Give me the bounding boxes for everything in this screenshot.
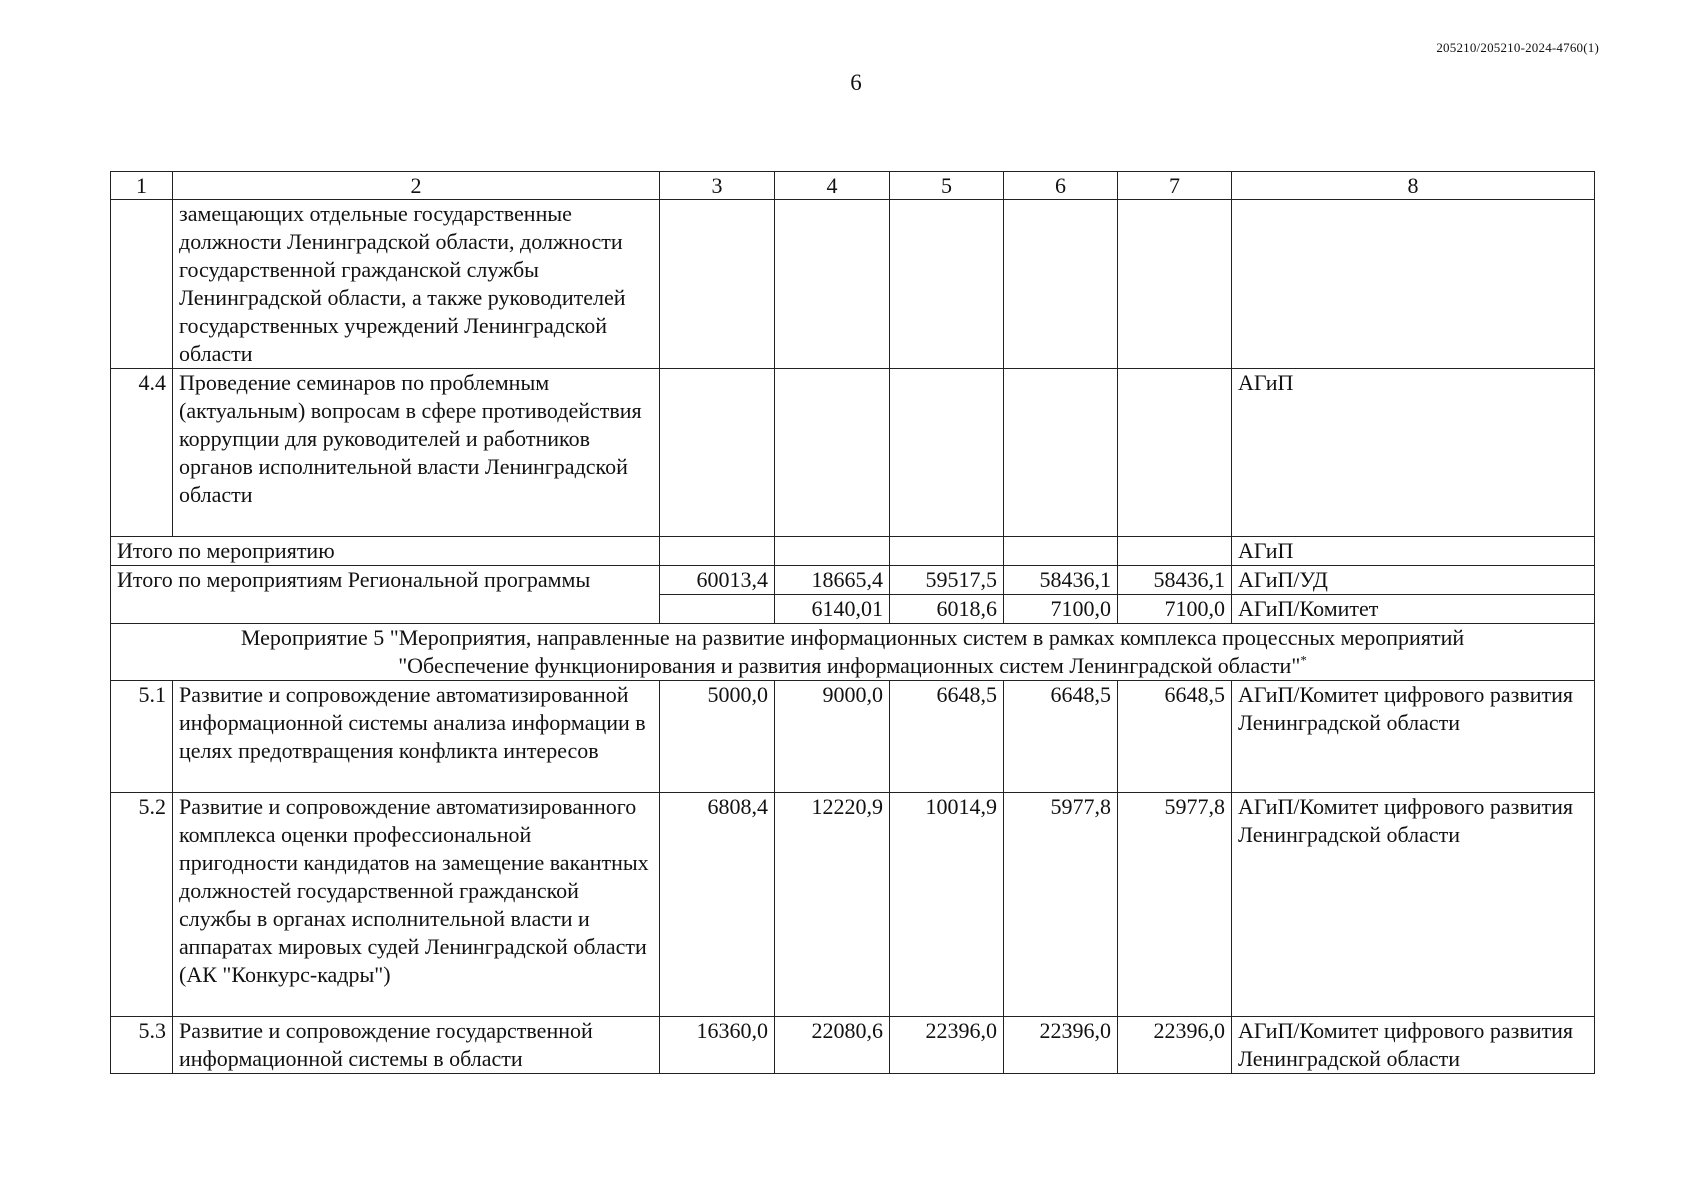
value-cell: 6648,5 [1004, 681, 1118, 793]
table-row-5-1 [111, 681, 1595, 793]
value-cell: 58436,1 [1004, 566, 1118, 595]
value-cell: 22396,0 [1004, 1017, 1118, 1074]
row-executor: АГиП/Комитет цифрового развития Ленинградской области [1232, 1017, 1595, 1074]
event5-title-line1: Мероприятие 5 "Мероприятия, направленные на развитие информационных систем в рамках комплекса процессных мероприятий [240, 625, 1465, 650]
event5-title [111, 624, 1595, 681]
row-executor: АГиП/Комитет цифрового развития Ленинградской области [1232, 681, 1595, 793]
header-cell: 8 [1232, 172, 1595, 200]
header-cell: 6 [1004, 172, 1118, 200]
value-cell: 6018,6 [890, 595, 1004, 624]
value-cell: 22396,0 [890, 1017, 1004, 1074]
row-text: Развитие и сопровождение автоматизированного комплекса оценки профессиональной пригодности кандидатов на замещение вакантных должностей государственной гражданской службы в органах исполнительной власти и аппаратах мировых судей Ленинградской области (АК "Конкурс-кадры") [173, 793, 660, 1017]
table-row-5-2 [111, 793, 1595, 1017]
table-row-4-4 [111, 369, 1595, 537]
document-id: 205210/205210-2024-4760(1) [1436, 40, 1599, 55]
value-cell: 5977,8 [1118, 793, 1232, 1017]
row-executor: АГиП/Комитет цифрового развития Ленинградской области [1232, 793, 1595, 1017]
value-cell: 9000,0 [775, 681, 890, 793]
value-cell: 5000,0 [660, 681, 775, 793]
value-cell: 7100,0 [1004, 595, 1118, 624]
value-cell [660, 595, 775, 624]
row-executor: АГиП [1232, 369, 1595, 537]
value-cell: 58436,1 [1118, 566, 1232, 595]
total-event-label: Итого по мероприятию [111, 537, 660, 566]
value-cell: 59517,5 [890, 566, 1004, 595]
value-cell: 6648,5 [1118, 681, 1232, 793]
value-cell: 16360,0 [660, 1017, 775, 1074]
header-cell: 2 [173, 172, 660, 200]
value-cell: 6808,4 [660, 793, 775, 1017]
footnote-mark: * [1300, 652, 1307, 668]
value-cell: 6140,01 [775, 595, 890, 624]
total-program-label: Итого по мероприятиям Региональной программы [111, 566, 660, 624]
value-cell: 22080,6 [775, 1017, 890, 1074]
row-text: замещающих отдельные государственные должности Ленинградской области, должности государственной гражданской службы Ленинградской области, а также руководителей государственных учреждений Ленинградской области [173, 200, 660, 369]
value-cell: 18665,4 [775, 566, 890, 595]
table-row-5-3 [111, 1017, 1595, 1074]
row-executor: АГиП/Комитет [1232, 595, 1595, 624]
page-number: 6 [850, 70, 862, 95]
row-text: Развитие и сопровождение государственной информационной системы в области [173, 1017, 660, 1074]
row-index: 5.3 [111, 1017, 173, 1074]
value-cell: 22396,0 [1118, 1017, 1232, 1074]
row-index: 5.1 [111, 681, 173, 793]
value-cell: 12220,9 [775, 793, 890, 1017]
row-text: Проведение семинаров по проблемным (актуальным) вопросам в сфере противодействия коррупции для руководителей и работников органов исполнительной власти Ленинградской области [173, 369, 660, 537]
header-cell: 1 [111, 172, 173, 200]
value-cell: 5977,8 [1004, 793, 1118, 1017]
value-cell: 6648,5 [890, 681, 1004, 793]
value-cell: 10014,9 [890, 793, 1004, 1017]
event5-title-line2: "Обеспечение функционирования и развития информационных систем Ленинградской области" [398, 653, 1301, 678]
header-cell: 4 [775, 172, 890, 200]
header-cell: 7 [1118, 172, 1232, 200]
header-cell: 5 [890, 172, 1004, 200]
row-text: Развитие и сопровождение автоматизированной информационной системы анализа информации в целях предотвращения конфликта интересов [173, 681, 660, 793]
value-cell: 7100,0 [1118, 595, 1232, 624]
table-row-continuation [111, 200, 1595, 369]
total-event-executor: АГиП [1232, 537, 1595, 566]
row-index: 5.2 [111, 793, 173, 1017]
total-program-row-1 [111, 566, 1595, 595]
row-index: 4.4 [111, 369, 173, 537]
total-event-row [111, 537, 1595, 566]
event5-title-row [111, 624, 1595, 681]
program-table [110, 171, 1595, 1074]
header-cell: 3 [660, 172, 775, 200]
row-executor: АГиП/УД [1232, 566, 1595, 595]
header-row [111, 172, 1595, 200]
value-cell: 60013,4 [660, 566, 775, 595]
